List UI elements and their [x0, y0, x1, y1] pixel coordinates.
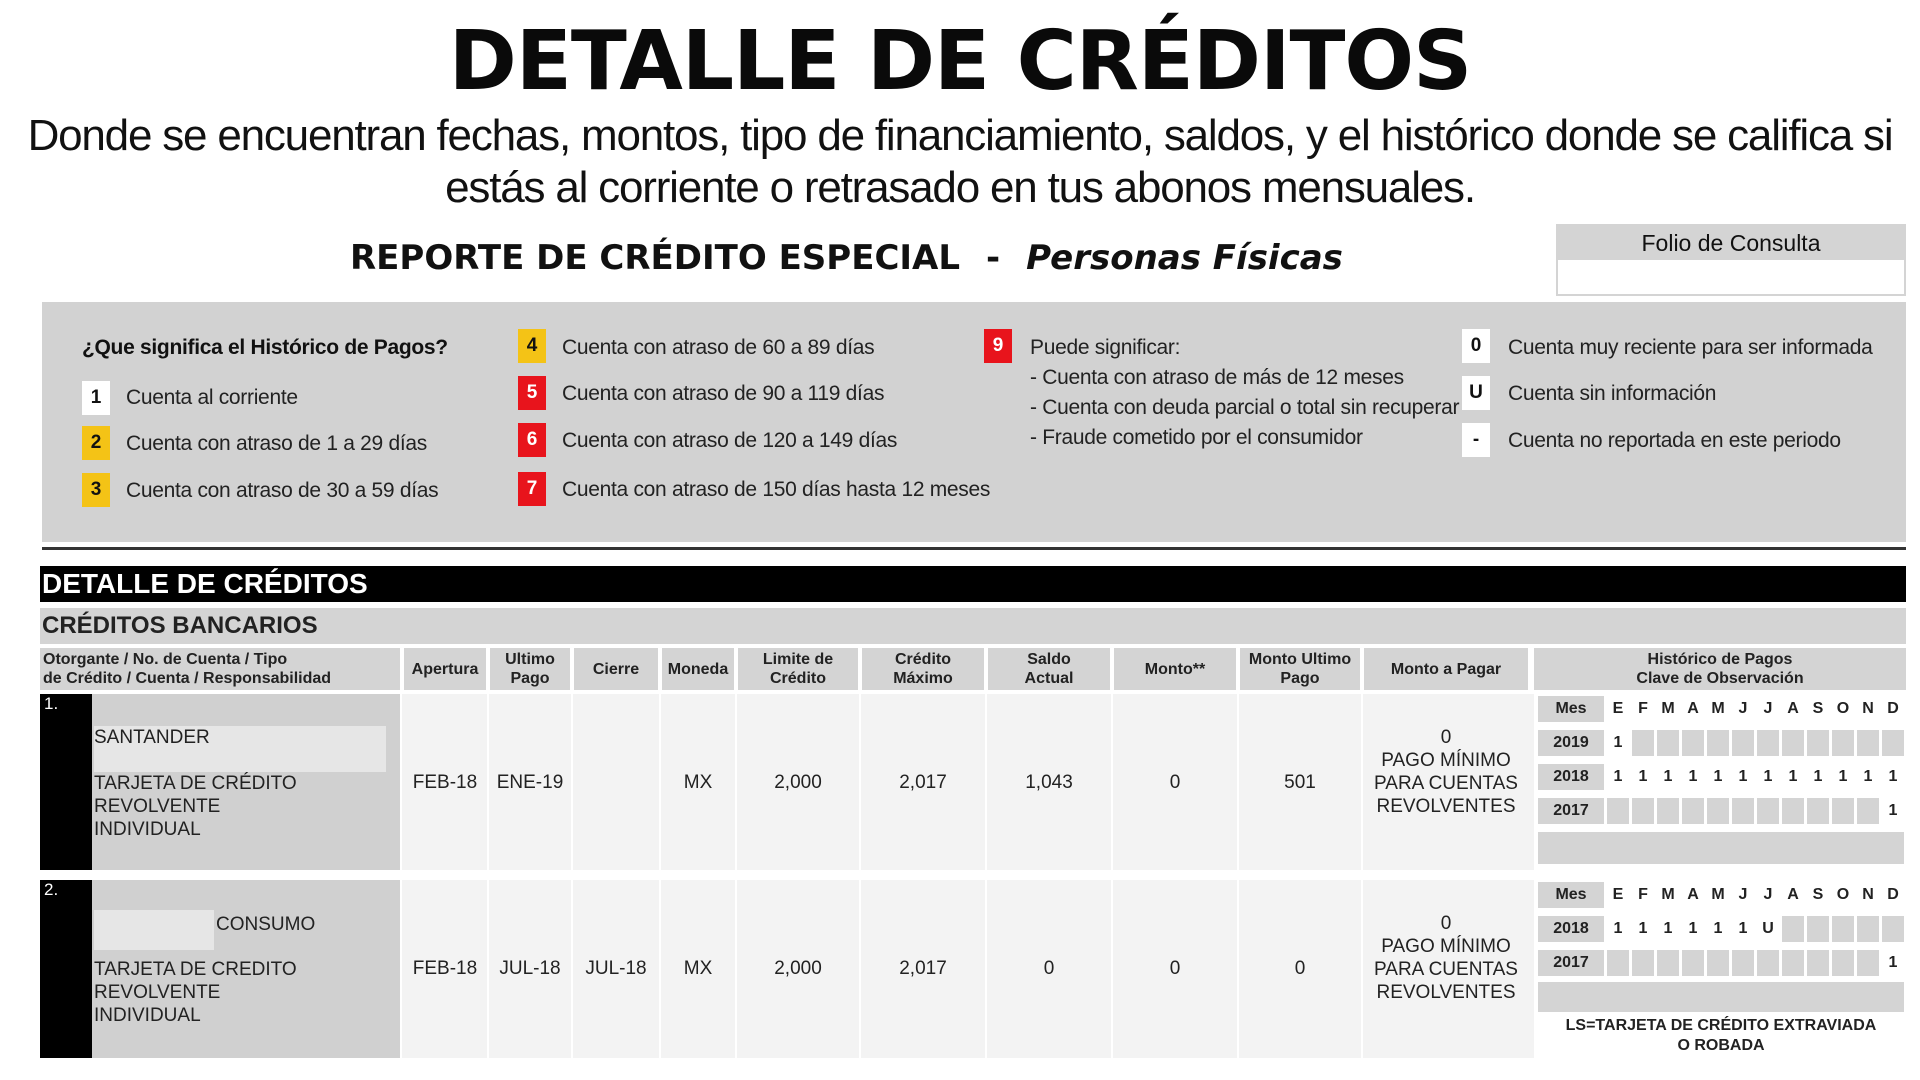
col-credmax-line: Máximo [893, 670, 953, 687]
section-subtitle: CRÉDITOS BANCARIOS [40, 608, 1906, 644]
history-month: M [1711, 886, 1725, 903]
cell-apertura: FEB-18 [412, 958, 478, 979]
col-montoult-line: Monto Ultimo [1248, 651, 1352, 668]
credit-tipo: TARJETA DE CREDITO [94, 959, 297, 980]
cell-moneda: MX [683, 772, 713, 793]
history-cell [1807, 916, 1829, 942]
legend-code: 5 [518, 376, 546, 410]
history-month: F [1638, 886, 1648, 903]
cell-cierre: JUL-18 [585, 958, 647, 979]
legend-code: 3 [82, 473, 110, 507]
col-otorgante [40, 648, 400, 690]
history-cell [1607, 950, 1629, 976]
history-cell: 1 [1882, 764, 1904, 790]
col-otorgante-line: de Crédito / Cuenta / Responsabilidad [43, 670, 332, 687]
legend-text: Cuenta no reportada en este periodo [1508, 429, 1841, 452]
history-cell: U [1757, 916, 1779, 942]
history-cell: 1 [1732, 916, 1754, 942]
column-separator [985, 694, 987, 1058]
col-apertura: Apertura [404, 648, 486, 690]
history-cell: 1 [1807, 764, 1829, 790]
cell-monto: 0 [1169, 772, 1181, 793]
legend-nine-detail: - Cuenta con atraso de más de 12 meses [1030, 366, 1404, 389]
history-month: D [1887, 886, 1899, 903]
history-cell [1632, 950, 1654, 976]
col-credito-maximo [862, 648, 984, 690]
col-monto-ultimo-pago [1240, 648, 1360, 690]
history-cell: 1 [1882, 950, 1904, 976]
history-cell [1732, 798, 1754, 824]
history-month: A [1787, 700, 1799, 717]
cell-ultimo-pago: JUL-18 [499, 958, 561, 979]
observation-line: O ROBADA [1677, 1037, 1765, 1054]
col-ultimo-line: Ultimo [505, 651, 555, 668]
history-month: A [1687, 700, 1699, 717]
credit-row-number: 2. [40, 880, 92, 1058]
divider [42, 547, 1906, 550]
legend-code: U [1462, 376, 1490, 410]
legend-code: 7 [518, 472, 546, 506]
monto-pagar-line: PAGO MÍNIMO [1381, 936, 1511, 957]
history-cell: 1 [1682, 916, 1704, 942]
history-cell [1857, 798, 1879, 824]
col-saldo-line: Saldo [1027, 651, 1071, 668]
col-monto-pagar: Monto a Pagar [1364, 648, 1528, 690]
cell-apertura: FEB-18 [412, 772, 478, 793]
col-ultimo-pago [490, 648, 570, 690]
history-cell [1607, 798, 1629, 824]
history-cell [1832, 798, 1854, 824]
history-cell [1857, 950, 1879, 976]
history-cell: 1 [1707, 916, 1729, 942]
monto-pagar-line: 0 [1440, 913, 1452, 934]
legend-code: 1 [82, 381, 110, 415]
legend-code: 4 [518, 329, 546, 363]
history-year: 2019 [1538, 730, 1604, 756]
legend-text: Cuenta al corriente [126, 386, 298, 409]
col-limite [738, 648, 858, 690]
history-month: F [1638, 700, 1648, 717]
legend-nine-detail: - Cuenta con deuda parcial o total sin recuperar [1030, 396, 1460, 419]
history-month: J [1763, 700, 1773, 717]
legend-panel [42, 302, 1906, 542]
history-month: N [1862, 700, 1874, 717]
history-cell [1882, 916, 1904, 942]
column-separator [1361, 694, 1363, 1058]
column-separator [400, 694, 402, 1058]
history-month: M [1711, 700, 1725, 717]
history-cell: 1 [1607, 730, 1629, 756]
history-cell: 1 [1782, 764, 1804, 790]
folio-box [1556, 224, 1906, 296]
history-month: J [1763, 886, 1773, 903]
history-cell: 1 [1757, 764, 1779, 790]
col-ultimo-line: Pago [510, 670, 550, 687]
history-cell [1732, 950, 1754, 976]
history-cell [1632, 798, 1654, 824]
history-cell: 1 [1732, 764, 1754, 790]
history-cell: 1 [1657, 916, 1679, 942]
history-cell [1707, 730, 1729, 756]
history-cell [1807, 730, 1829, 756]
col-credmax-line: Crédito [894, 651, 951, 668]
history-cell: 1 [1682, 764, 1704, 790]
cell-credito-maximo: 2,017 [899, 772, 947, 793]
history-year: 2018 [1538, 916, 1604, 942]
monto-pagar-line: PAGO MÍNIMO [1381, 750, 1511, 771]
history-cell: 1 [1707, 764, 1729, 790]
history-month: O [1836, 886, 1850, 903]
history-month: D [1887, 700, 1899, 717]
cell-monto-pagar [1364, 912, 1528, 1004]
history-cell [1657, 950, 1679, 976]
col-historico-line: Histórico de Pagos [1647, 651, 1793, 668]
report-title-separator: - [986, 238, 1001, 278]
legend-text: Cuenta con atraso de 30 a 59 días [126, 479, 439, 502]
credit-otorgante: CONSUMO [216, 914, 316, 935]
history-month: M [1661, 886, 1675, 903]
legend-code: 0 [1462, 329, 1490, 363]
credit-tipo: INDIVIDUAL [94, 819, 201, 840]
history-year: 2018 [1538, 764, 1604, 790]
history-month: J [1738, 700, 1748, 717]
col-otorgante-line: Otorgante / No. de Cuenta / Tipo [43, 651, 288, 668]
credit-tipo: REVOLVENTE [94, 982, 221, 1003]
column-separator [1111, 694, 1113, 1058]
history-cell [1857, 916, 1879, 942]
history-month: A [1687, 886, 1699, 903]
history-cell [1782, 730, 1804, 756]
history-cell [1707, 798, 1729, 824]
history-cell [1782, 798, 1804, 824]
cell-monto-ultimo-pago: 501 [1284, 772, 1316, 793]
history-month: M [1661, 700, 1675, 717]
history-cell: 1 [1882, 798, 1904, 824]
legend-text: Cuenta sin información [1508, 382, 1717, 405]
cell-limite: 2,000 [774, 772, 822, 793]
history-month-label: Mes [1538, 696, 1604, 722]
history-cell [1682, 730, 1704, 756]
credit-row-number: 1. [40, 694, 92, 870]
history-cell [1732, 730, 1754, 756]
cell-moneda: MX [683, 958, 713, 979]
col-limite-line: Limite de [762, 651, 834, 668]
history-cell [1807, 798, 1829, 824]
legend-text: Cuenta con atraso de 150 días hasta 12 meses [562, 478, 991, 501]
col-saldo-line: Actual [1024, 670, 1074, 687]
cell-saldo-actual: 0 [1043, 958, 1055, 979]
history-cell: 1 [1632, 916, 1654, 942]
redacted-account [94, 910, 214, 950]
legend-text: Cuenta muy reciente para ser informada [1508, 336, 1873, 359]
col-limite-line: Crédito [769, 670, 826, 687]
history-cell [1682, 950, 1704, 976]
history-year: 2017 [1538, 798, 1604, 824]
legend-nine-detail: - Fraude cometido por el consumidor [1030, 426, 1363, 449]
history-cell [1757, 730, 1779, 756]
column-separator [735, 694, 737, 1058]
legend-code: 6 [518, 423, 546, 457]
history-cell [1757, 950, 1779, 976]
history-month: J [1738, 886, 1748, 903]
credit-tipo: REVOLVENTE [94, 796, 221, 817]
history-year: 2017 [1538, 950, 1604, 976]
section-title: DETALLE DE CRÉDITOS [40, 566, 1906, 602]
main-title: DETALLE DE CRÉDITOS [448, 14, 1472, 109]
monto-pagar-line: PARA CUENTAS [1374, 959, 1518, 980]
column-separator [659, 694, 661, 1058]
cell-monto: 0 [1169, 958, 1181, 979]
cell-monto-ultimo-pago: 0 [1294, 958, 1306, 979]
history-blank-band [1538, 982, 1904, 1012]
col-monto: Monto** [1114, 648, 1236, 690]
report-title-main: REPORTE DE CRÉDITO ESPECIAL [350, 238, 961, 278]
col-moneda: Moneda [662, 648, 734, 690]
history-cell: 1 [1632, 764, 1654, 790]
observation-line: LS=TARJETA DE CRÉDITO EXTRAVIADA [1565, 1017, 1877, 1034]
col-historico [1534, 648, 1906, 690]
cell-credito-maximo: 2,017 [899, 958, 947, 979]
legend-code: 2 [82, 426, 110, 460]
history-observation [1538, 832, 1904, 864]
col-cierre: Cierre [574, 648, 658, 690]
history-cell: 1 [1657, 764, 1679, 790]
history-cell [1857, 730, 1879, 756]
history-cell [1632, 730, 1654, 756]
history-observation [1538, 1016, 1904, 1056]
history-month: O [1836, 700, 1850, 717]
cell-saldo-actual: 1,043 [1025, 772, 1073, 793]
history-cell [1682, 798, 1704, 824]
history-cell [1832, 950, 1854, 976]
history-cell [1657, 798, 1679, 824]
history-month: N [1862, 886, 1874, 903]
column-separator [487, 694, 489, 1058]
cell-ultimo-pago: ENE-19 [496, 772, 564, 793]
monto-pagar-line: PARA CUENTAS [1374, 773, 1518, 794]
history-cell [1782, 950, 1804, 976]
monto-pagar-line: REVOLVENTES [1376, 796, 1516, 817]
history-month: E [1612, 700, 1624, 717]
col-saldo-actual [988, 648, 1110, 690]
col-historico-line: Clave de Observación [1636, 670, 1804, 687]
history-cell [1832, 916, 1854, 942]
credit-otorgante: SANTANDER [94, 727, 210, 748]
history-cell: 1 [1607, 764, 1629, 790]
legend-text: Cuenta con atraso de 60 a 89 días [562, 336, 875, 359]
folio-label: Folio de Consulta [1558, 226, 1904, 260]
report-title-sub: Personas Físicas [1026, 238, 1343, 278]
history-cell: 1 [1607, 916, 1629, 942]
monto-pagar-line: REVOLVENTES [1376, 982, 1516, 1003]
report-title [350, 238, 1343, 278]
credit-tipo: TARJETA DE CRÉDITO [94, 773, 297, 794]
legend-code: - [1462, 423, 1490, 457]
column-separator [859, 694, 861, 1058]
history-cell [1757, 798, 1779, 824]
history-cell: 1 [1832, 764, 1854, 790]
history-cell [1832, 730, 1854, 756]
monto-pagar-line: 0 [1440, 727, 1452, 748]
history-month: S [1812, 886, 1824, 903]
cell-limite: 2,000 [774, 958, 822, 979]
legend-text: Cuenta con atraso de 1 a 29 días [126, 432, 427, 455]
history-cell: 1 [1857, 764, 1879, 790]
subtitle: Donde se encuentran fechas, montos, tipo de financiamiento, saldos, y el histórico donde se califica si estás al corriente o retrasado en tus abonos mensuales. [27, 111, 1893, 212]
history-cell [1657, 730, 1679, 756]
column-separator [571, 694, 573, 1058]
column-separator [1237, 694, 1239, 1058]
history-cell [1807, 950, 1829, 976]
history-month: E [1612, 886, 1624, 903]
legend-text: Puede significar: [1030, 336, 1181, 359]
legend-text: Cuenta con atraso de 90 a 119 días [562, 382, 885, 405]
credit-tipo: INDIVIDUAL [94, 1005, 201, 1026]
history-month: A [1787, 886, 1799, 903]
col-montoult-line: Pago [1280, 670, 1320, 687]
history-cell [1707, 950, 1729, 976]
history-month-label: Mes [1538, 882, 1604, 908]
history-month: S [1812, 700, 1824, 717]
legend-text: Cuenta con atraso de 120 a 149 días [562, 429, 898, 452]
history-cell [1882, 730, 1904, 756]
legend-code: 9 [984, 329, 1012, 363]
legend-heading: ¿Que significa el Histórico de Pagos? [82, 336, 448, 359]
cell-monto-pagar [1364, 726, 1528, 818]
history-cell [1782, 916, 1804, 942]
